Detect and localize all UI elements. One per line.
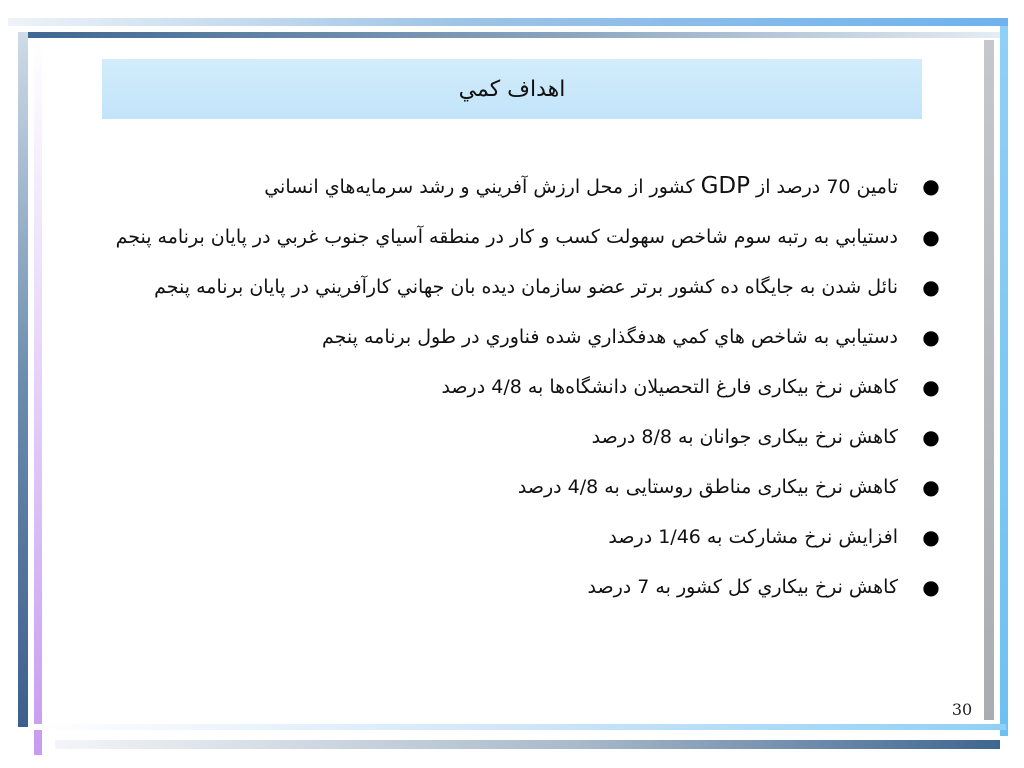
bullet-item-3 — [58, 269, 964, 305]
bullet-item-1 — [58, 168, 964, 205]
bullet-item-6 — [58, 419, 964, 455]
bullet-list — [58, 168, 964, 619]
bullet-text-1 — [62, 168, 898, 205]
slide-title: اهداف کمي — [458, 76, 566, 102]
bottom-dark-bar — [55, 740, 1000, 749]
page-number: 30 — [951, 700, 973, 719]
bullet-icon: ● — [922, 575, 940, 599]
bullet-item-7 — [58, 469, 964, 505]
bullet-item-4 — [58, 319, 964, 355]
bullet-item-2 — [58, 219, 964, 255]
bullet-item-8 — [58, 519, 964, 555]
bullet-text-8: افزايش نرخ مشارکت به 1/46 درصد — [608, 526, 898, 548]
bullet-text-5: کاهش نرخ بيکاری فارغ التحصيلان دانشگاه‌ها به 4/8 درصد — [441, 376, 898, 398]
right-gray-bar — [984, 40, 994, 720]
bullet-icon: ● — [922, 475, 940, 499]
bullet-icon: ● — [922, 425, 940, 449]
top-dark-bar — [18, 32, 1008, 38]
slide-title-box — [102, 59, 922, 119]
bullet-icon: ● — [922, 525, 940, 549]
bullet-text-6: کاهش نرخ بيکاری جوانان به 8/8 درصد — [591, 426, 898, 448]
bullet-icon: ● — [922, 275, 940, 299]
bullet-text-9: کاهش نرخ بيکاري کل کشور به 7 درصد — [587, 576, 898, 598]
bullet-icon: ● — [922, 174, 940, 198]
bullet-icon: ● — [922, 225, 940, 249]
bullet-icon: ● — [922, 325, 940, 349]
bullet-item-9 — [58, 569, 964, 605]
bullet-icon: ● — [922, 375, 940, 399]
left-dark-bar — [18, 32, 28, 727]
left-purple-bar — [34, 40, 42, 755]
gdp-term: GDP — [700, 173, 750, 199]
bullet-text-3: نائل شدن به جايگاه ده کشور برتر عضو سازمان ديده بان جهاني کارآفريني در پايان برنامه پنجم — [154, 276, 898, 298]
bullet-text-7: کاهش نرخ بيکاری مناطق روستايی به 4/8 درصد — [517, 476, 898, 498]
top-decorative-bar — [8, 18, 1008, 26]
bullet-item-5 — [58, 369, 964, 405]
bullet-text-2: دستيابي به رتبه سوم شاخص سهولت کسب و کار در منطقه آسياي جنوب غربي در پايان برنامه پنجم — [115, 226, 898, 248]
bullet-text-1-prefix: تامين 70 درصد از — [756, 176, 898, 198]
bullet-text-1-suffix: کشور از محل ارزش آفريني و رشد سرمايه‌هاي انساني — [264, 176, 695, 198]
right-decorative-bar — [1000, 26, 1008, 736]
bottom-light-bar — [30, 724, 1006, 730]
bullet-text-4: دستيابي به شاخص هاي کمي هدفگذاري شده فناوري در طول برنامه پنجم — [321, 326, 898, 348]
